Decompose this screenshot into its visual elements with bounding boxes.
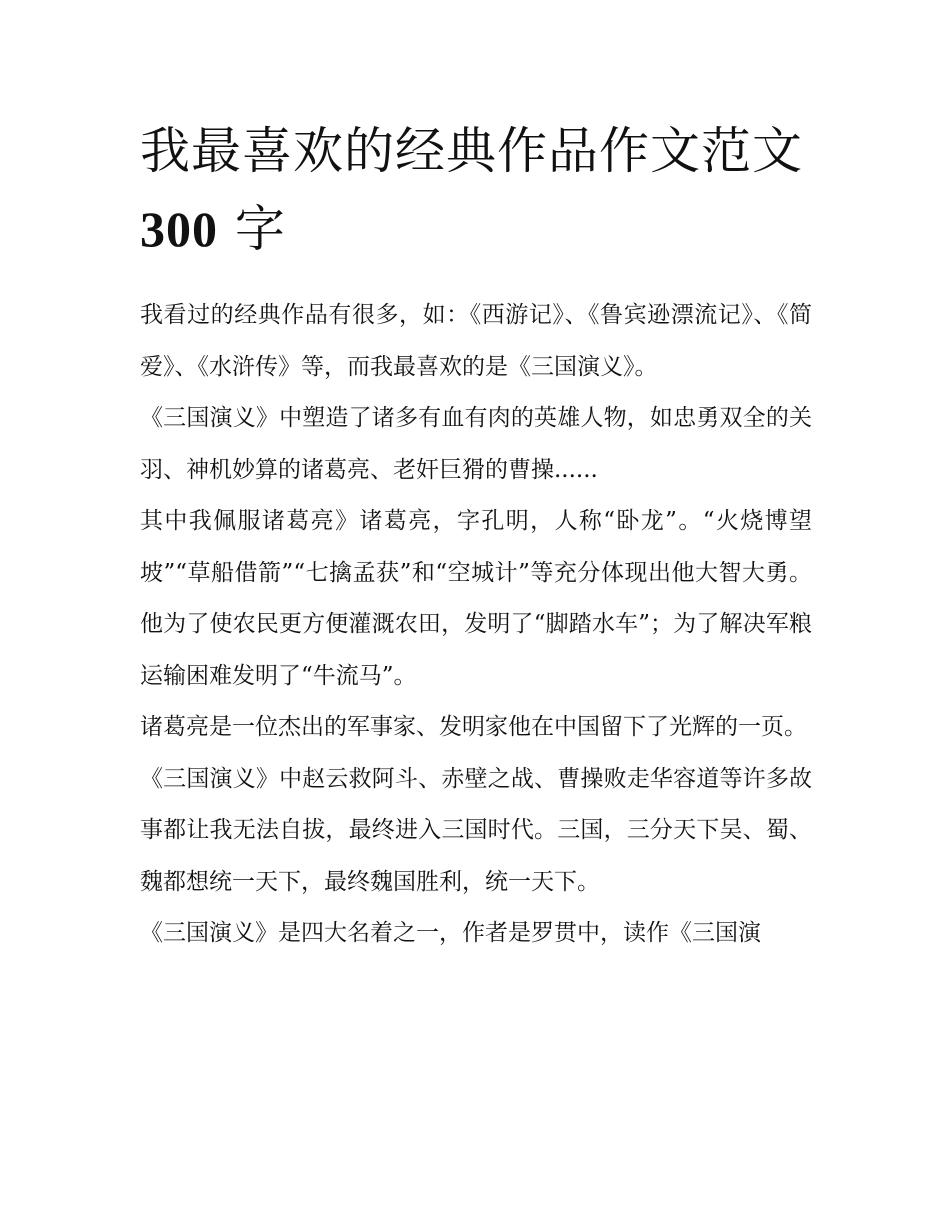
paragraph: 其中我佩服诸葛亮》诸葛亮，字孔明，人称“卧龙”。“火烧博望坡”“草船借箭”“七擒孟获”和“空城计”等充分体现出他大智大勇。他为了使农民更方便灌溉农田，发明了“脚踏水车”；为了解决军粮运输困难发明了“牛流马”。 (140, 508, 812, 689)
paragraph: 《三国演义》中赵云救阿斗、赤壁之战、曹操败走华容道等许多故事都让我无法自拔，最终进入三国时代。三国，三分天下吴、蜀、魏都想统一天下，最终魏国胜利，统一天下。 (140, 765, 812, 895)
title-text: 我最喜欢的经典作品作文范文 (140, 122, 803, 180)
paragraph: 《三国演义》中塑造了诸多有血有肉的英雄人物，如忠勇双全的关羽、神机妙算的诸葛亮、老奸巨猾的曹操...... (140, 405, 812, 483)
paragraph: 诸葛亮是一位杰出的军事家、发明家他在中国留下了光辉的一页。 (140, 714, 807, 740)
document-page (140, 112, 812, 960)
title-number: 300 (140, 201, 218, 257)
paragraph: 《三国演义》是四大名着之一，作者是罗贯中，读作《三国演 (140, 920, 761, 946)
paragraph: 我看过的经典作品有很多，如：《西游记》、《鲁宾逊漂流记》、《简爱》、《水浒传》等，而我最喜欢的是《三国演义》。 (140, 302, 812, 380)
title-suffix: 字 (234, 200, 286, 258)
document-title (140, 112, 812, 268)
